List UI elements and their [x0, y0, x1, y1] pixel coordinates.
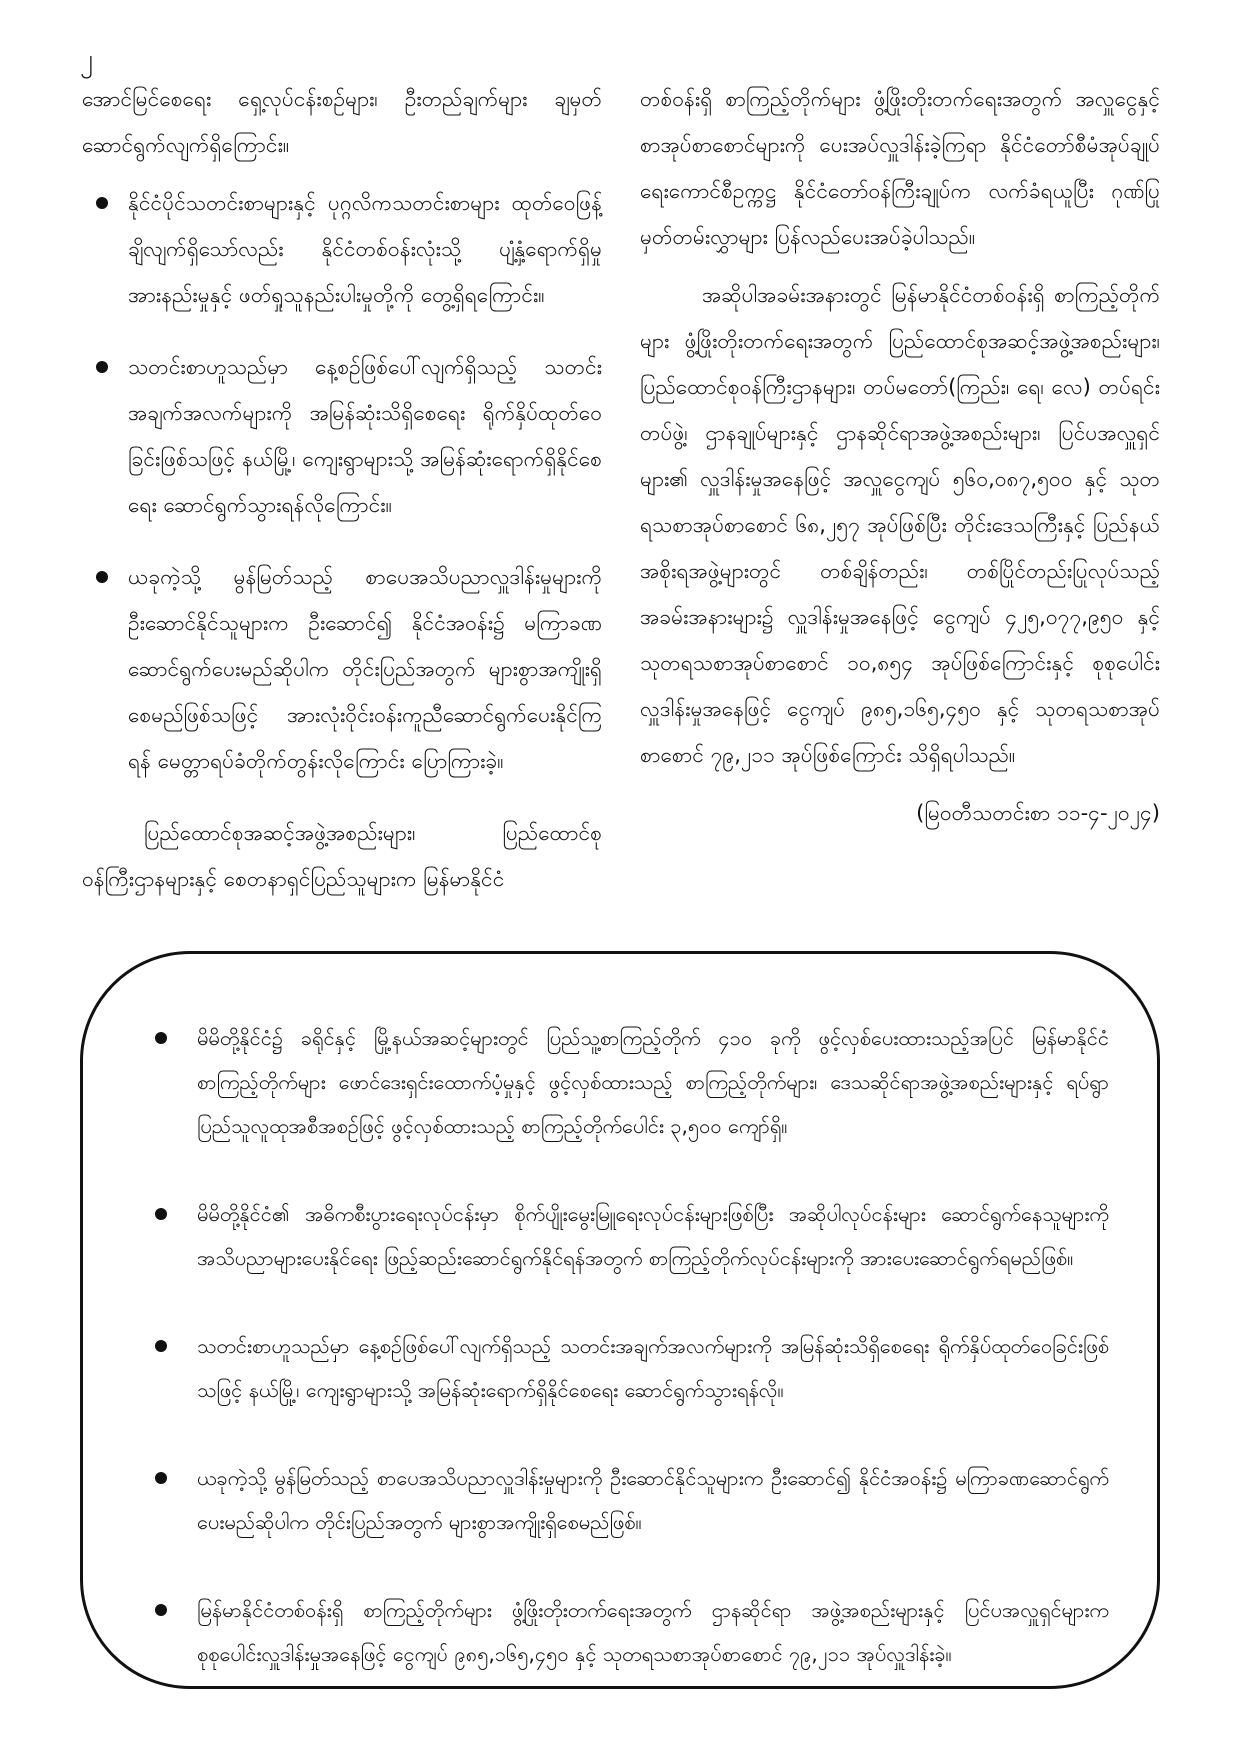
bullet-text: နိုင်ငံပိုင်သတင်းစာများနှင့် ပုဂ္ဂလိကသတင်းစာများ ထုတ်ဝေဖြန့်ချိလျက်ရှိသော်လည်း နိုင်ငံတစ်ဝန်းလုံးသို့ ပျံ့နှံ့ရောက်ရှိမှုအားနည်းမှုနှင့် ဖတ်ရှုသူနည်းပါးမှုတို့ကို တွေ့ရှိရကြောင်း။ [128, 191, 602, 307]
bullet-text: သတင်းစာဟူသည်မှာ နေ့စဉ်ဖြစ်ပေါ်လျက်ရှိသည့် သတင်းအချက်အလက်များကို အမြန်ဆုံးသိရှိစေရေး ရိုက်နှိပ်ထုတ်ဝေခြင်းဖြစ်သဖြင့် နယ်မြို့၊ ကျေးရွာများသို့ အမြန်ဆုံးရောက်ရှိနိုင်စေရေး ဆောင်ရွက်သွားရန်လိုကြောင်း။ [128, 355, 602, 517]
right-column [640, 76, 1160, 848]
bullet-icon [155, 1472, 167, 1484]
summary-item [131, 1588, 1109, 1676]
page-number: ၂ [80, 44, 93, 74]
bullet-icon [155, 1340, 167, 1352]
bullet-icon [96, 197, 108, 209]
bullet-icon [155, 1032, 167, 1044]
summary-text: သတင်းစာဟူသည်မှာ နေ့စဉ်ဖြစ်ပေါ်လျက်ရှိသည့် သတင်းအချက်အလက်များကို အမြန်ဆုံးသိရှိစေရေး ရိုက်နှိပ်ထုတ်ဝေခြင်းဖြစ်သဖြင့် နယ်မြို့၊ ကျေးရွာများသို့ အမြန်ဆုံးရောက်ရှိနိုင်စေရေး ဆောင်ရွက်သွားရန်လို။ [197, 1334, 1109, 1402]
body-paragraph: အဆိုပါအခမ်းအနားတွင် မြန်မာနိုင်ငံတစ်ဝန်းရှိ စာကြည့်တိုက်များ ဖွံ့ဖြိုးတိုးတက်ရေးအတွက် ပြည်ထောင်စုအဆင့်အဖွဲ့အစည်းများ၊ ပြည်ထောင်စုဝန်ကြီးဌာနများ၊ တပ်မတော်(ကြည်း၊ ရေ၊ လေ) တပ်ရင်းတပ်ဖွဲ့၊ ဌာနချုပ်များနှင့် ဌာနဆိုင်ရာအဖွဲ့အစည်းများ၊ ပြင်ပအလှူရှင်များ၏ လှူဒါန်းမှုအနေဖြင့် အလှူငွေကျပ် ၅၆၀,၀၈၇,၅၀၀ နှင့် သုတရသစာအုပ်စာစောင် ၆၈,၂၅၇ အုပ်ဖြစ်ပြီး တိုင်းဒေသကြီးနှင့် ပြည်နယ်အစိုးရအဖွဲ့များတွင် တစ်ချိန်တည်း၊ တစ်ပြိုင်တည်းပြုလုပ်သည့် အခမ်းအနားများ၌ လှူဒါန်းမှုအနေဖြင့် ငွေကျပ် ၄၂၅,၀၇၇,၉၅၀ နှင့် သုတရသစာအုပ်စာစောင် ၁၀,၈၅၄ အုပ်ဖြစ်ကြောင်းနှင့် စုစုပေါင်းလှူဒါန်းမှုအနေဖြင့် ငွေကျပ် ၉၈၅,၁၆၅,၄၅၀ နှင့် သုတရသစာအုပ်စာစောင် ၇၉,၂၁၁ အုပ်ဖြစ်ကြောင်း သိရှိရပါသည်။ [640, 283, 1160, 767]
summary-text: မြန်မာနိုင်ငံတစ်ဝန်းရှိ စာကြည့်တိုက်များ ဖွံ့ဖြိုးတိုးတက်ရေးအတွက် ဌာနဆိုင်ရာ အဖွဲ့အစည်းများနှင့် ပြင်ပအလှူရှင်များက စုစုပေါင်းလှူဒါန်းမှုအနေဖြင့် ငွေကျပ် ၉၈၅,၁၆၅,၄၅၀ နှင့် သုတရသစာအုပ်စာစောင် ၇၉,၂၁၁ အုပ်လှူဒါန်းခဲ့။ [197, 1598, 1109, 1666]
summary-item [131, 1456, 1109, 1544]
continuation-paragraph: တစ်ဝန်းရှိ စာကြည့်တိုက်များ ဖွံ့ဖြိုးတိုးတက်ရေးအတွက် အလှူငွေနှင့် စာအုပ်စာစောင်များကို ပေးအပ်လှူဒါန်းခဲ့ကြရာ နိုင်ငံတော်စီမံအုပ်ချုပ်ရေးကောင်စီဥက္ကဋ္ဌ နိုင်ငံတော်ဝန်ကြီးချုပ်က လက်ခံရယူပြီး ဂုဏ်ပြုမှတ်တမ်းလွှာများ ပြန်လည်ပေးအပ်ခဲ့ပါသည်။ [640, 87, 1160, 249]
continuation-paragraph: အောင်မြင်စေရေး ရှေ့လုပ်ငန်းစဉ်များ၊ ဦးတည်ချက်များ ချမှတ်ဆောင်ရွက်လျက်ရှိကြောင်း။ [82, 87, 602, 157]
body-paragraph: ပြည်ထောင်စုအဆင့်အဖွဲ့အစည်းများ၊ ပြည်ထောင်စုဝန်ကြီးဌာနများနှင့် စေတနာရှင်ပြည်သူများက မြန်မာနိုင်ငံ [82, 821, 602, 891]
bullet-item [82, 554, 602, 784]
summary-item [131, 1016, 1109, 1148]
summary-text: မိမိတို့နိုင်ငံ၌ ခရိုင်နှင့် မြို့နယ်အဆင့်များတွင် ပြည်သူ့စာကြည့်တိုက် ၄၁၀ ခုကို ဖွင့်လှစ်ပေးထားသည့်အပြင် မြန်မာနိုင်ငံစာကြည့်တိုက်များ ဖောင်ဒေးရှင်းထောက်ပံ့မှုနှင့် ဖွင့်လှစ်ထားသည့် စာကြည့်တိုက်များ၊ ဒေသဆိုင်ရာအဖွဲ့အစည်းများနှင့် ရပ်ရွာပြည်သူလူထုအစီအစဉ်ဖြင့် ဖွင့်လှစ်ထားသည့် စာကြည့်တိုက်ပေါင်း ၃,၅၀၀ ကျော်ရှိ။ [197, 1026, 1109, 1138]
summary-box [80, 951, 1160, 1689]
bullet-icon [96, 571, 108, 583]
summary-item [131, 1192, 1109, 1280]
summary-text: ယခုကဲ့သို့ မွန်မြတ်သည့် စာပေအသိပညာလှူဒါန်းမှုများကို ဦးဆောင်နိုင်သူများက ဦးဆောင်၍ နိုင်ငံအဝန်း၌ မကြာခဏဆောင်ရွက်ပေးမည်ဆိုပါက တိုင်းပြည်အတွက် များစွာအကျိုးရှိစေမည်ဖြစ်။ [197, 1466, 1109, 1534]
bullet-icon [155, 1208, 167, 1220]
summary-text: မိမိတို့နိုင်ငံ၏ အဓိကစီးပွားရေးလုပ်ငန်းမှာ စိုက်ပျိုးမွေးမြူရေးလုပ်ငန်းများဖြစ်ပြီး အဆိုပါလုပ်ငန်းများ ဆောင်ရွက်နေသူများကို အသိပညာများပေးနိုင်ရေး ဖြည့်ဆည်းဆောင်ရွက်နိုင်ရန်အတွက် စာကြည့်တိုက်လုပ်ငန်းများကို အားပေးဆောင်ရွက်ရမည်ဖြစ်။ [197, 1202, 1109, 1270]
left-column [82, 76, 602, 914]
bullet-item [82, 344, 602, 528]
bullet-icon [155, 1604, 167, 1616]
source-citation: (မြဝတီသတင်းစာ ၁၁-၄-၂၀၂၄) [916, 801, 1160, 825]
summary-item [131, 1324, 1109, 1412]
bullet-icon [96, 361, 108, 373]
bullet-text: ယခုကဲ့သို့ မွန်မြတ်သည့် စာပေအသိပညာလှူဒါန်းမှုများကို ဦးဆောင်နိုင်သူများက ဦးဆောင်၍ နိုင်ငံအဝန်း၌ မကြာခဏဆောင်ရွက်ပေးမည်ဆိုပါက တိုင်းပြည်အတွက် များစွာအကျိုးရှိစေမည်ဖြစ်သဖြင့် အားလုံးဝိုင်းဝန်းကူညီဆောင်ရွက်ပေးနိုင်ကြရန် မေတ္တာရပ်ခံတိုက်တွန်းလိုကြောင်း ပြောကြားခဲ့။ [128, 565, 602, 773]
bullet-item [82, 180, 602, 318]
